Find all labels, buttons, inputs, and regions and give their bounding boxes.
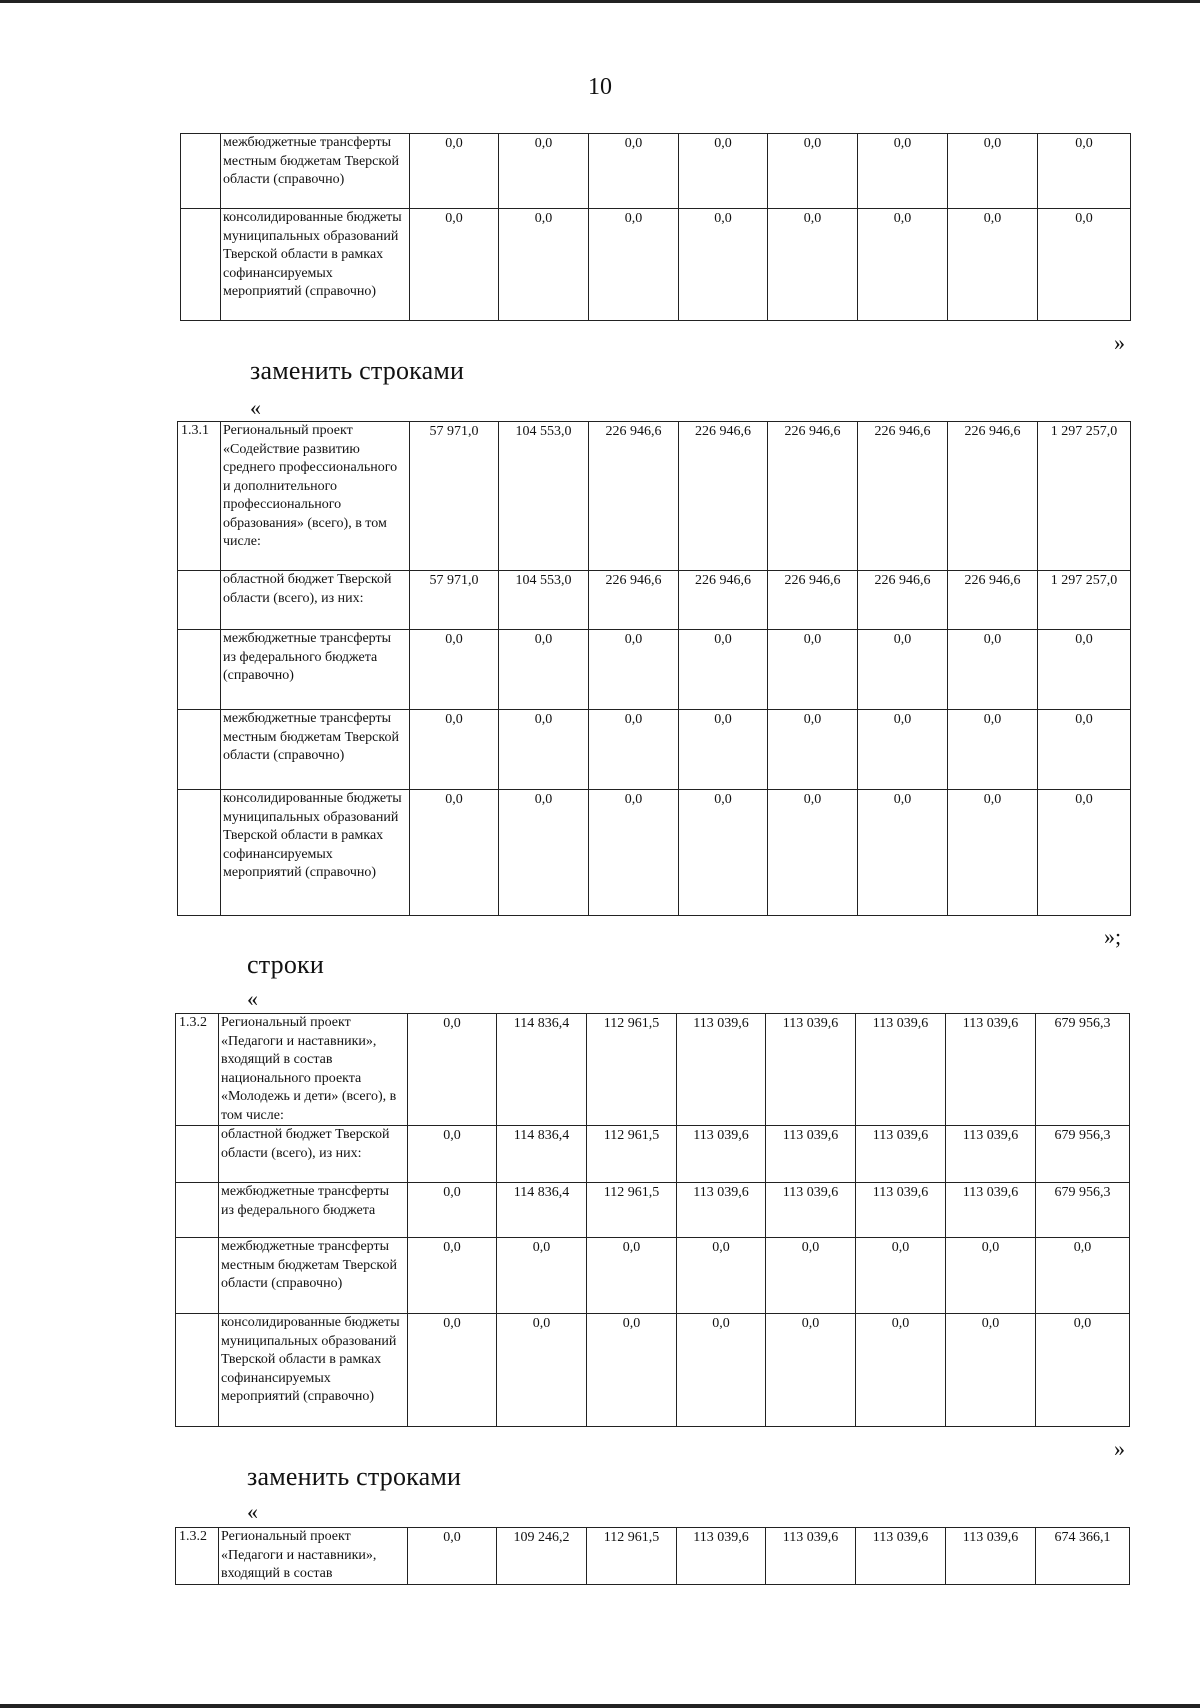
- value-cell: 113 039,6: [946, 1126, 1036, 1183]
- scan-bottom-border: [0, 1704, 1200, 1708]
- value-cell: 0,0: [766, 1314, 856, 1427]
- value-cell: 57 971,0: [410, 571, 499, 630]
- row-label-cell: межбюджетные трансферты местным бюджетам Тверской области (справочно): [219, 1238, 408, 1314]
- value-cell: 0,0: [589, 134, 679, 209]
- table-row: [178, 571, 1131, 630]
- value-cell: 0,0: [408, 1014, 497, 1126]
- value-cell: 113 039,6: [677, 1528, 766, 1585]
- opening-quote-mark: «: [247, 1499, 258, 1524]
- row-index-cell: [178, 710, 221, 790]
- value-cell: 0,0: [677, 1314, 766, 1427]
- value-cell: 226 946,6: [768, 571, 858, 630]
- value-cell: 112 961,5: [587, 1014, 677, 1126]
- table-row: [178, 710, 1131, 790]
- row-index-cell: 1.3.1: [178, 422, 221, 571]
- row-label-cell: межбюджетные трансферты местным бюджетам Тверской области (справочно): [221, 134, 410, 209]
- value-cell: 112 961,5: [587, 1528, 677, 1585]
- value-cell: 112 961,5: [587, 1126, 677, 1183]
- value-cell: 113 039,6: [856, 1126, 946, 1183]
- row-index-cell: [181, 134, 221, 209]
- value-cell: 113 039,6: [677, 1014, 766, 1126]
- value-cell: 1 297 257,0: [1038, 571, 1131, 630]
- opening-quote-mark: «: [247, 986, 258, 1011]
- row-label-cell: консолидированные бюджеты муниципальных образований Тверской области в рамках софинансируемых мероприятий (справочно): [221, 790, 410, 916]
- row-index-cell: [178, 790, 221, 916]
- value-cell: 0,0: [408, 1528, 497, 1585]
- value-cell: 113 039,6: [766, 1183, 856, 1238]
- value-cell: 114 836,4: [497, 1126, 587, 1183]
- table-row: [176, 1528, 1130, 1585]
- value-cell: 0,0: [1038, 630, 1131, 710]
- value-cell: 226 946,6: [858, 422, 948, 571]
- table-row: [178, 422, 1131, 571]
- table-row: [178, 790, 1131, 916]
- table-row: [178, 630, 1131, 710]
- value-cell: 0,0: [946, 1314, 1036, 1427]
- value-cell: 0,0: [587, 1238, 677, 1314]
- value-cell: 112 961,5: [587, 1183, 677, 1238]
- table-old-rows-1-3-2: [175, 1013, 1130, 1427]
- value-cell: 0,0: [410, 630, 499, 710]
- value-cell: 0,0: [677, 1238, 766, 1314]
- value-cell: 0,0: [408, 1126, 497, 1183]
- table-row: [176, 1314, 1130, 1427]
- section-heading-rows: строки: [247, 950, 324, 979]
- value-cell: 0,0: [1036, 1314, 1130, 1427]
- row-index-cell: [176, 1238, 219, 1314]
- row-label-cell: Региональный проект «Содействие развитию среднего профессионального и дополнительного профессионального образования» (всего), в том числе:: [221, 422, 410, 571]
- value-cell: 0,0: [499, 790, 589, 916]
- value-cell: 114 836,4: [497, 1183, 587, 1238]
- page-number: 10: [588, 74, 612, 100]
- table-row: [176, 1014, 1130, 1126]
- value-cell: 104 553,0: [499, 422, 589, 571]
- value-cell: 0,0: [589, 710, 679, 790]
- value-cell: 226 946,6: [679, 571, 768, 630]
- value-cell: 109 246,2: [497, 1528, 587, 1585]
- closing-quote-semicolon-mark: »;: [1104, 924, 1122, 949]
- value-cell: 114 836,4: [497, 1014, 587, 1126]
- section-heading-replace-1: заменить строками: [250, 356, 465, 385]
- value-cell: 0,0: [768, 630, 858, 710]
- value-cell: 679 956,3: [1036, 1014, 1130, 1126]
- row-label-cell: консолидированные бюджеты муниципальных образований Тверской области в рамках софинансируемых мероприятий (справочно): [219, 1314, 408, 1427]
- row-index-cell: [176, 1126, 219, 1183]
- value-cell: 0,0: [858, 710, 948, 790]
- value-cell: 0,0: [410, 790, 499, 916]
- value-cell: 0,0: [768, 710, 858, 790]
- opening-quote-mark: «: [250, 395, 261, 420]
- value-cell: 0,0: [679, 710, 768, 790]
- value-cell: 0,0: [589, 630, 679, 710]
- table-new-rows-1-3-1: [177, 421, 1131, 916]
- value-cell: 0,0: [766, 1238, 856, 1314]
- value-cell: 0,0: [410, 710, 499, 790]
- value-cell: 0,0: [410, 134, 499, 209]
- value-cell: 0,0: [948, 134, 1038, 209]
- value-cell: 0,0: [499, 710, 589, 790]
- value-cell: 0,0: [1038, 134, 1131, 209]
- row-label-cell: областной бюджет Тверской области (всего), из них:: [221, 571, 410, 630]
- value-cell: 0,0: [948, 630, 1038, 710]
- value-cell: 1 297 257,0: [1038, 422, 1131, 571]
- value-cell: 0,0: [410, 209, 499, 321]
- value-cell: 0,0: [679, 630, 768, 710]
- scan-top-border: [0, 0, 1200, 3]
- value-cell: 226 946,6: [768, 422, 858, 571]
- value-cell: 226 946,6: [948, 422, 1038, 571]
- value-cell: 226 946,6: [589, 571, 679, 630]
- value-cell: 0,0: [408, 1183, 497, 1238]
- row-label-cell: межбюджетные трансферты местным бюджетам Тверской области (справочно): [221, 710, 410, 790]
- value-cell: 0,0: [946, 1238, 1036, 1314]
- value-cell: 0,0: [856, 1238, 946, 1314]
- value-cell: 0,0: [408, 1314, 497, 1427]
- value-cell: 0,0: [948, 710, 1038, 790]
- closing-quote-mark: »: [1114, 1436, 1125, 1461]
- row-index-cell: [178, 630, 221, 710]
- row-label-cell: областной бюджет Тверской области (всего), из них:: [219, 1126, 408, 1183]
- row-index-cell: [176, 1314, 219, 1427]
- value-cell: 0,0: [679, 790, 768, 916]
- value-cell: 0,0: [679, 209, 768, 321]
- value-cell: 0,0: [497, 1314, 587, 1427]
- value-cell: 113 039,6: [856, 1528, 946, 1585]
- value-cell: 679 956,3: [1036, 1126, 1130, 1183]
- value-cell: 113 039,6: [946, 1528, 1036, 1585]
- value-cell: 113 039,6: [766, 1528, 856, 1585]
- closing-quote-mark: »: [1114, 330, 1125, 355]
- value-cell: 679 956,3: [1036, 1183, 1130, 1238]
- value-cell: 226 946,6: [858, 571, 948, 630]
- value-cell: 0,0: [499, 134, 589, 209]
- value-cell: 0,0: [408, 1238, 497, 1314]
- value-cell: 0,0: [1036, 1238, 1130, 1314]
- value-cell: 0,0: [768, 209, 858, 321]
- value-cell: 226 946,6: [589, 422, 679, 571]
- row-index-cell: 1.3.2: [176, 1528, 219, 1585]
- value-cell: 0,0: [858, 630, 948, 710]
- row-label-cell: Региональный проект «Педагоги и наставники», входящий в состав национального проекта «Молодежь и дети» (всего), в том числе:: [219, 1014, 408, 1126]
- row-label-cell: межбюджетные трансферты из федерального бюджета (справочно): [221, 630, 410, 710]
- value-cell: 0,0: [587, 1314, 677, 1427]
- table-row: [176, 1183, 1130, 1238]
- row-label-cell: консолидированные бюджеты муниципальных образований Тверской области в рамках софинансируемых мероприятий (справочно): [221, 209, 410, 321]
- value-cell: 0,0: [858, 790, 948, 916]
- value-cell: 0,0: [858, 134, 948, 209]
- section-heading-replace-2: заменить строками: [247, 1462, 462, 1491]
- value-cell: 0,0: [589, 209, 679, 321]
- value-cell: 0,0: [768, 790, 858, 916]
- value-cell: 0,0: [589, 790, 679, 916]
- value-cell: 226 946,6: [679, 422, 768, 571]
- table-row: [181, 134, 1131, 209]
- value-cell: 0,0: [499, 630, 589, 710]
- value-cell: 0,0: [768, 134, 858, 209]
- row-index-cell: [176, 1183, 219, 1238]
- value-cell: 113 039,6: [766, 1126, 856, 1183]
- value-cell: 113 039,6: [856, 1014, 946, 1126]
- value-cell: 0,0: [948, 209, 1038, 321]
- value-cell: 0,0: [948, 790, 1038, 916]
- value-cell: 113 039,6: [677, 1126, 766, 1183]
- table-row: [176, 1126, 1130, 1183]
- table-row: [181, 209, 1131, 321]
- value-cell: 113 039,6: [946, 1014, 1036, 1126]
- row-index-cell: 1.3.2: [176, 1014, 219, 1126]
- row-index-cell: [181, 209, 221, 321]
- row-label-cell: Региональный проект «Педагоги и наставники», входящий в состав: [219, 1528, 408, 1585]
- value-cell: 104 553,0: [499, 571, 589, 630]
- value-cell: 0,0: [858, 209, 948, 321]
- value-cell: 113 039,6: [677, 1183, 766, 1238]
- value-cell: 0,0: [679, 134, 768, 209]
- row-index-cell: [178, 571, 221, 630]
- value-cell: 674 366,1: [1036, 1528, 1130, 1585]
- table-new-rows-1-3-2: [175, 1527, 1130, 1585]
- value-cell: 0,0: [1038, 209, 1131, 321]
- value-cell: 57 971,0: [410, 422, 499, 571]
- value-cell: 0,0: [1038, 790, 1131, 916]
- row-label-cell: межбюджетные трансферты из федерального бюджета: [219, 1183, 408, 1238]
- value-cell: 0,0: [499, 209, 589, 321]
- value-cell: 113 039,6: [766, 1014, 856, 1126]
- table-row: [176, 1238, 1130, 1314]
- value-cell: 113 039,6: [856, 1183, 946, 1238]
- value-cell: 0,0: [497, 1238, 587, 1314]
- value-cell: 226 946,6: [948, 571, 1038, 630]
- value-cell: 0,0: [856, 1314, 946, 1427]
- value-cell: 113 039,6: [946, 1183, 1036, 1238]
- value-cell: 0,0: [1038, 710, 1131, 790]
- table-old-rows-tail: [180, 133, 1131, 321]
